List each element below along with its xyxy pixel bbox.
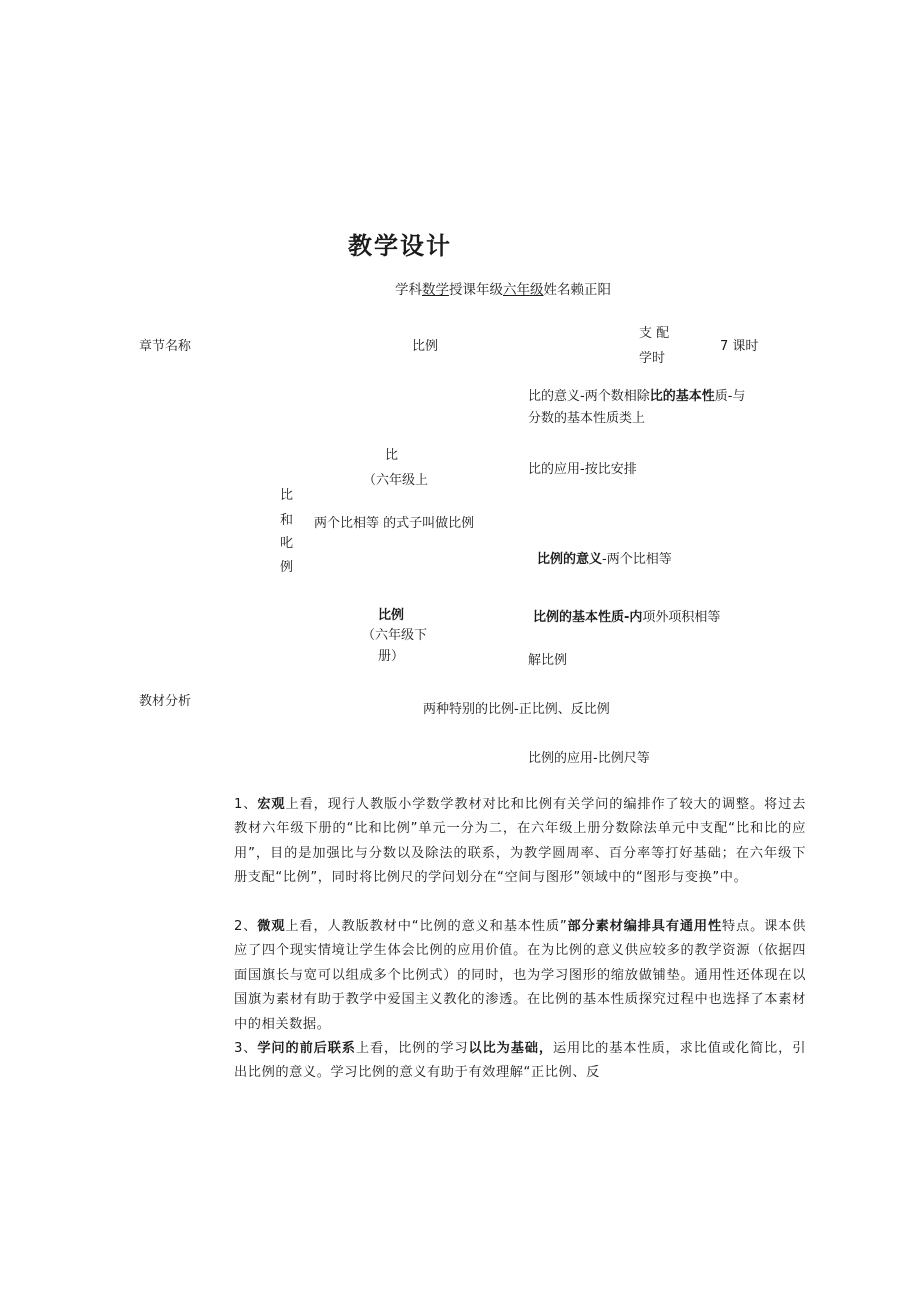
bili-point-1-bold: 比例的意义 bbox=[537, 552, 603, 567]
paragraph-1-text: 上看，现行人教版小学数学教材对比和比例有关学问的编排作了较大的调整。将过去教材六年级下册的“比和比例”单元一分为二，在六年级上册分数除法单元中支配“比和比的应用”，目的是加强比与分数以及除法的联系，为教学圆周率、百分率等打好基础；在六年级下册支配“比例”，同时将比例尺的学问划分在“空间与图形”领域中的“图形与变换”中。 bbox=[234, 797, 806, 886]
bili-subtitle: （六年级下 bbox=[362, 628, 428, 643]
subject-label: 学科 bbox=[395, 282, 422, 298]
meta-line bbox=[395, 284, 611, 298]
bi-point-1-bold: 比的基本性 bbox=[649, 389, 715, 404]
paragraph-3-text: 上看，比例的学习 bbox=[355, 1041, 469, 1056]
paragraph-2-text: 上看，人教版教材中“比例的意义和基本性质” bbox=[285, 919, 568, 934]
chapter-label: 章节名称 bbox=[139, 339, 192, 354]
name-label: 姓名 bbox=[543, 282, 571, 298]
analysis-label: 教材分析 bbox=[139, 694, 192, 709]
name-value: 赖正阳 bbox=[570, 282, 611, 298]
paragraph-2-keyword: 微观 bbox=[257, 919, 286, 934]
bili-point-2-text: 项外项积相等 bbox=[642, 610, 721, 625]
proportion-definition: 两个比相等 的式子叫做比例 bbox=[314, 516, 475, 531]
paragraph-3-keyword: 学问的前后联系 bbox=[257, 1041, 356, 1056]
paragraph-2-number: 2、 bbox=[234, 919, 258, 934]
paragraph-1 bbox=[234, 793, 806, 891]
vertical-label-4: 例 bbox=[280, 560, 294, 575]
bili-point-5: 比例的应用-比例尺等 bbox=[528, 751, 650, 766]
vertical-label-3: 叱 bbox=[280, 536, 294, 551]
grade-label: 授课年级 bbox=[449, 282, 503, 298]
chapter-value: 比例 bbox=[412, 339, 439, 354]
paragraph-3-number: 3、 bbox=[234, 1041, 258, 1056]
bi-point-2: 比的应用-按比安排 bbox=[528, 462, 637, 477]
subject-value: 数学 bbox=[422, 282, 449, 298]
hours-value: 7 课时 bbox=[720, 339, 759, 354]
paragraph-2 bbox=[234, 915, 806, 1037]
paragraph-1-number: 1、 bbox=[234, 797, 258, 812]
paragraph-3 bbox=[234, 1037, 806, 1086]
grade-value: 六年级 bbox=[503, 282, 544, 298]
bi-point-1-line2: 分数的基本性质类上 bbox=[528, 411, 646, 426]
paragraph-1-keyword: 宏观 bbox=[257, 797, 286, 812]
bi-point-1 bbox=[528, 390, 745, 403]
paragraph-3-keyword-2: 以比为基础， bbox=[468, 1041, 553, 1056]
vertical-label-2: 和 bbox=[280, 513, 294, 528]
bili-point-4: 两种特别的比例-正比例、反比例 bbox=[423, 702, 610, 717]
bi-title: 比 bbox=[385, 448, 399, 463]
bili-point-2-bold: 比例的基本性质-内 bbox=[533, 610, 643, 625]
hours-label-line2: 学时 bbox=[639, 351, 666, 366]
vertical-label-1: 比 bbox=[280, 488, 294, 503]
paragraph-3-text-2: 运用比的基本性质，求比值或化简比，引出比例的意义。学习比例的意义有助于有效理解“正比例、反 bbox=[234, 1041, 806, 1081]
bi-point-1-text: 比的意义-两个数相除 bbox=[528, 389, 650, 404]
bili-title: 比例 bbox=[378, 608, 405, 623]
bili-point-1-text: -两个比相等 bbox=[602, 552, 672, 567]
bi-subtitle: （六年级上 bbox=[363, 473, 429, 488]
page-title: 教学设计 bbox=[348, 231, 452, 260]
hours-label-line1: 支 配 bbox=[639, 326, 670, 341]
bili-point-2 bbox=[533, 611, 720, 624]
paragraph-2-keyword-2: 部分素材编排具有通用性 bbox=[567, 919, 723, 934]
paragraph-2-text-2: 特点。课本供应了四个现实情境让学生体会比例的应用价值。在为比例的意义供应较多的教学资源（依据四面国旗长与宽可以组成多个比例式）的同时，也为学习图形的缩放做铺垫。通用性还体现在以国旗为素材有助于教学中爱国主义教化的渗透。在比例的基本性质探究过程中也选择了本素材中的相关数据。 bbox=[234, 919, 807, 1032]
bili-point-3: 解比例 bbox=[528, 653, 568, 668]
bili-point-1 bbox=[537, 553, 672, 566]
bili-subtitle-2: 册） bbox=[378, 649, 405, 664]
bi-point-1-tail: 质-与 bbox=[714, 389, 746, 404]
